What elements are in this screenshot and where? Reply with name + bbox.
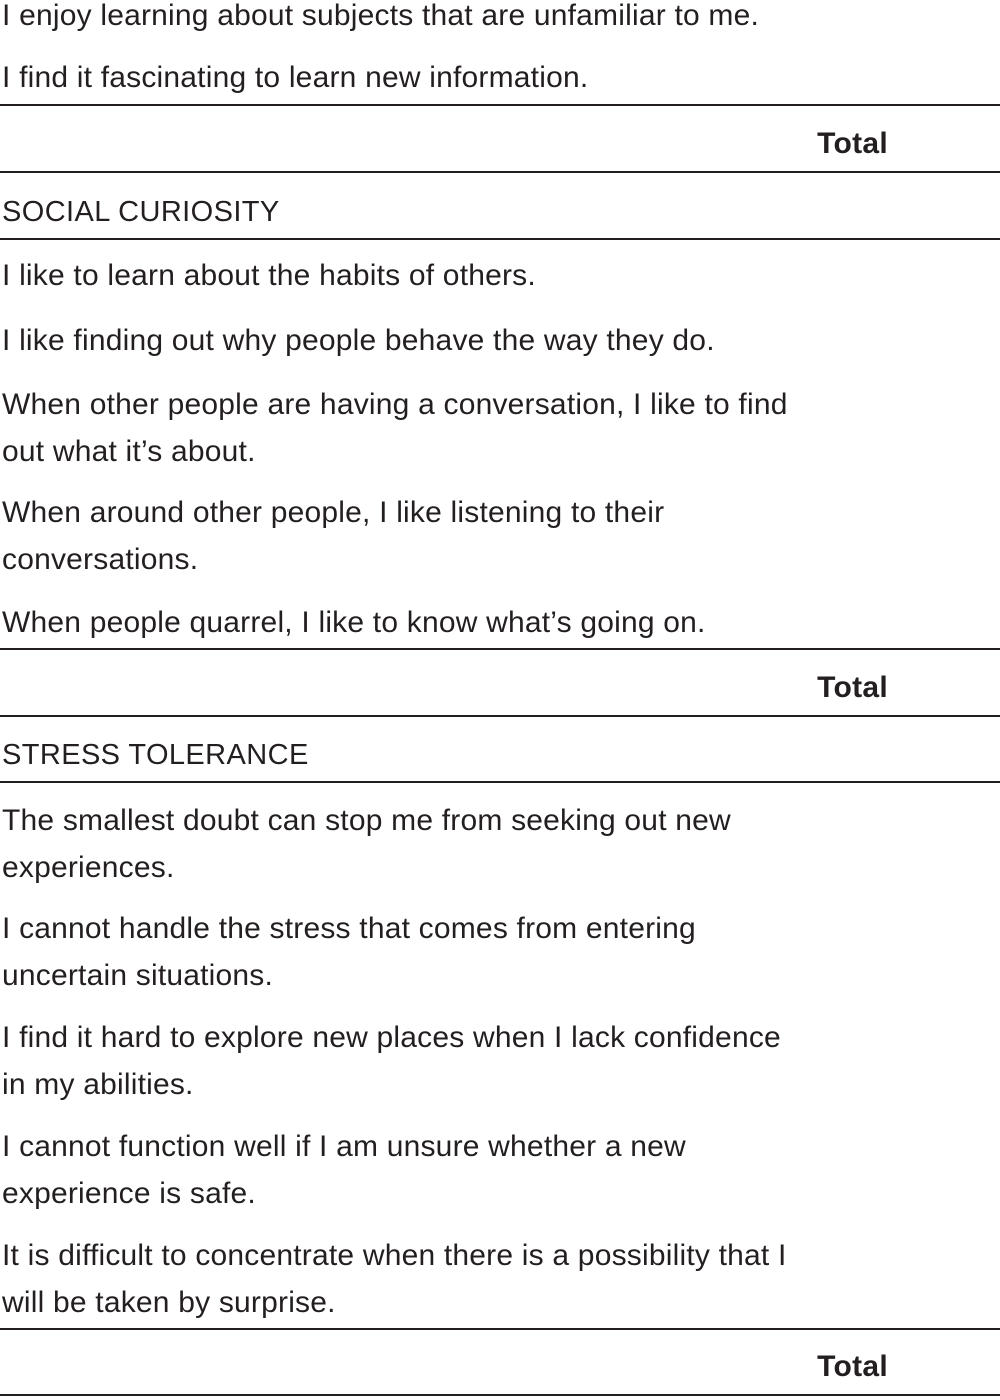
section-divider (0, 1394, 1000, 1396)
statement-line: When around other people, I like listening to their (2, 496, 665, 529)
statement-line: I find it hard to explore new places when I lack confidence (2, 1021, 781, 1054)
total-label: Total (817, 127, 888, 160)
statement-item (2, 1232, 902, 1326)
statement-line: I like to learn about the habits of others. (2, 259, 536, 292)
section-heading: SOCIAL CURIOSITY (2, 196, 280, 228)
statement-line: I like finding out why people behave the way they do. (2, 324, 715, 357)
section-divider (0, 171, 1000, 173)
statement-line: I cannot handle the stress that comes from entering (2, 912, 696, 945)
statement-line: uncertain situations. (2, 959, 274, 992)
statement-line: will be taken by surprise. (2, 1286, 336, 1319)
section-divider (0, 1328, 1000, 1330)
section-divider (0, 238, 1000, 240)
total-label: Total (817, 1350, 888, 1383)
statement-line: I cannot function well if I am unsure whether a new (2, 1130, 686, 1163)
statement-line: I find it fascinating to learn new information. (2, 61, 589, 94)
statement-item (2, 54, 902, 101)
statement-line: in my abilities. (2, 1068, 194, 1101)
statement-item (2, 252, 902, 299)
statement-line: The smallest doubt can stop me from seeking out new (2, 804, 731, 837)
statement-line: experience is safe. (2, 1177, 256, 1210)
total-label: Total (817, 671, 888, 704)
section-heading: STRESS TOLERANCE (2, 739, 309, 771)
section-divider (0, 781, 1000, 783)
statement-line: experiences. (2, 851, 175, 884)
statement-item (2, 599, 902, 646)
statement-item (2, 1123, 902, 1217)
statement-item (2, 797, 902, 891)
statement-item (2, 905, 902, 999)
statement-item (2, 381, 902, 475)
section-divider (0, 104, 1000, 106)
statement-line: I enjoy learning about subjects that are unfamiliar to me. (2, 0, 760, 32)
section-divider (0, 715, 1000, 717)
statement-line: conversations. (2, 543, 199, 576)
statement-item (2, 0, 902, 39)
section-divider (0, 648, 1000, 650)
statement-line: It is difficult to concentrate when there is a possibility that I (2, 1239, 787, 1272)
statement-line: When people quarrel, I like to know what’s going on. (2, 606, 706, 639)
statement-item (2, 489, 902, 583)
statement-line: When other people are having a conversation, I like to find (2, 388, 788, 421)
statement-line: out what it’s about. (2, 435, 256, 468)
statement-item (2, 317, 902, 364)
statement-item (2, 1014, 902, 1108)
